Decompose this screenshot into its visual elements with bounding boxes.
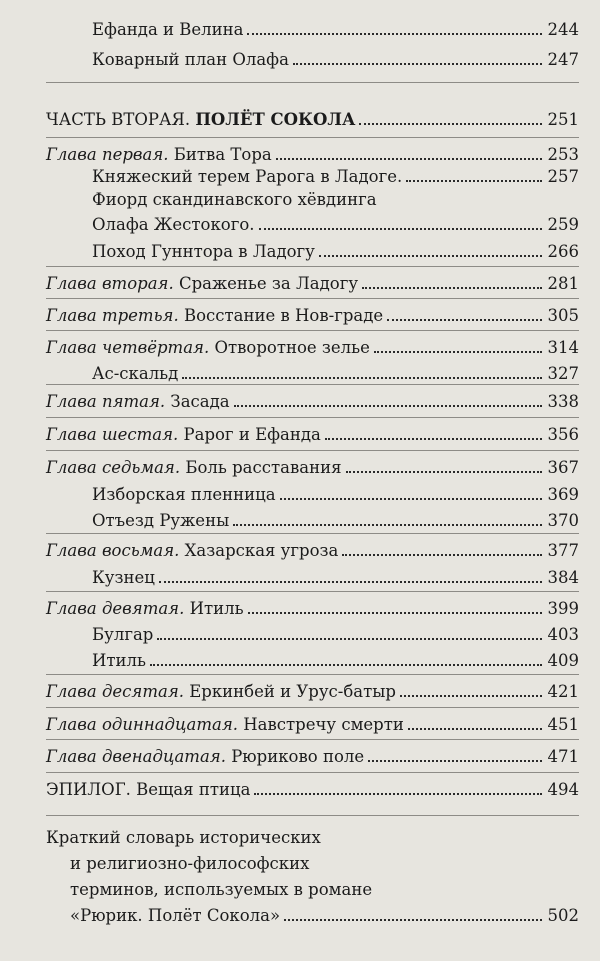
leader-dots [293,63,542,65]
subsection-entry[interactable] [92,161,579,187]
entry-title: Ефанда и Велина [92,20,244,39]
chapter-title: Битва Тора [173,145,272,164]
subsection-entry[interactable] [92,358,579,384]
leader-dots [280,498,542,500]
leader-dots [234,405,542,407]
page-number: 251 [547,110,579,129]
leader-dots [408,728,542,730]
chapter-label: Глава девятая. [46,599,185,618]
toc-entry[interactable] [92,44,579,70]
page-number: 367 [547,458,579,477]
leader-dots [325,438,542,440]
divider [46,417,579,418]
page-number: 257 [547,167,579,186]
leader-dots [400,695,542,697]
part-name: ПОЛЁТ СОКОЛА [195,110,356,129]
chapter-entry[interactable] [46,386,579,412]
subsection-entry[interactable] [92,209,579,235]
leader-dots [182,377,541,379]
page-number: 377 [547,541,579,560]
page-number: 244 [547,20,579,39]
leader-dots [247,33,541,35]
chapter-label: Глава восьмая. [46,541,180,560]
chapter-label: Глава десятая. [46,682,184,701]
page-number: 314 [547,338,579,357]
divider [46,707,579,708]
subsection-entry[interactable] [92,562,579,588]
chapter-label: Глава седьмая. [46,458,181,477]
epilogue-title: ЭПИЛОГ. Вещая птица [46,780,251,799]
chapter-entry[interactable] [46,268,579,294]
leader-dots [150,664,542,666]
divider [46,450,579,451]
subsection-title: Изборская пленница [92,485,276,504]
page-number: 399 [547,599,579,618]
leader-dots [406,180,541,182]
glossary-entry[interactable] [70,900,579,926]
divider [46,674,579,675]
chapter-title: Восстание в Нов-граде [183,306,384,325]
leader-dots [284,919,541,921]
page-number: 403 [547,625,579,644]
leader-dots [368,760,541,762]
divider [46,298,579,299]
page-number: 421 [547,682,579,701]
subsection-title-line1: Фиорд скандинавского хёвдинга [92,190,377,209]
subsection-title: Отъезд Ружены [92,511,230,530]
subsection-entry[interactable] [92,645,579,671]
glossary-line3: терминов, используемых в романе [70,880,373,899]
subsection-title: Итиль [92,651,146,670]
chapter-entry[interactable] [46,419,579,445]
subsection-title-line2: Олафа Жестокого. [92,215,255,234]
chapter-label: Глава пятая. [46,392,166,411]
glossary-line2: и религиозно-философских [70,854,310,873]
chapter-title: Итиль [189,599,244,618]
page-number: 259 [547,215,579,234]
toc-entry[interactable] [92,14,579,40]
leader-dots [342,554,541,556]
chapter-title: Рюриково поле [231,747,365,766]
subsection-entry[interactable] [92,236,579,262]
divider [46,266,579,267]
page-number: 494 [547,780,579,799]
chapter-title: Навстречу смерти [243,715,404,734]
divider [46,533,579,534]
leader-dots [319,255,542,257]
page-number: 327 [547,364,579,383]
glossary-line1: Краткий словарь исторических [46,828,321,847]
chapter-title: Рарог и Ефанда [183,425,321,444]
chapter-entry[interactable] [46,676,579,702]
chapter-entry[interactable] [46,332,579,358]
subsection-title: Княжеский терем Рарога в Ладоге. [92,167,403,186]
page-number: 451 [547,715,579,734]
page-number: 409 [547,651,579,670]
part-heading[interactable] [46,104,579,130]
page-number: 384 [547,568,579,587]
page-number: 253 [547,145,579,164]
chapter-title: Сраженье за Ладогу [178,274,359,293]
epilogue-entry[interactable] [46,774,579,800]
chapter-label: Глава вторая. [46,274,174,293]
leader-dots [346,471,542,473]
subsection-entry[interactable] [92,619,579,645]
chapter-label: Глава одиннадцатая. [46,715,239,734]
page-number: 281 [547,274,579,293]
divider [46,330,579,331]
chapter-title: Хазарская угроза [184,541,339,560]
page-number: 266 [547,242,579,261]
chapter-entry[interactable] [46,535,579,561]
leader-dots [254,793,541,795]
page-number: 471 [547,747,579,766]
entry-title: Коварный план Олафа [92,50,289,69]
leader-dots [374,351,542,353]
glossary-line4: «Рюрик. Полёт Сокола» [70,906,281,925]
chapter-label: Глава третья. [46,306,179,325]
chapter-label: Глава первая. [46,145,169,164]
chapter-label: Глава четвёртая. [46,338,210,357]
page-number: 305 [547,306,579,325]
chapter-label: Глава шестая. [46,425,179,444]
divider [46,82,579,83]
divider [46,739,579,740]
chapter-entry[interactable] [46,709,579,735]
chapter-entry[interactable] [46,452,579,478]
chapter-title: Отворотное зелье [214,338,370,357]
leader-dots [259,228,542,230]
leader-dots [233,524,541,526]
chapter-entry[interactable] [46,593,579,619]
divider [46,137,579,138]
page-number: 338 [547,392,579,411]
part-prefix: ЧАСТЬ ВТОРАЯ. [46,110,191,129]
page-number: 370 [547,511,579,530]
chapter-title: Еркинбей и Урус-батыр [189,682,396,701]
chapter-label: Глава двенадцатая. [46,747,226,766]
divider [46,591,579,592]
chapter-entry[interactable] [46,741,579,767]
leader-dots [359,123,541,125]
leader-dots [159,581,542,583]
chapter-title: Засада [170,392,230,411]
chapter-title: Боль расставания [185,458,342,477]
leader-dots [276,158,542,160]
leader-dots [157,638,541,640]
subsection-entry[interactable] [92,505,579,531]
subsection-title: Ас-скальд [92,364,179,383]
subsection-title: Кузнец [92,568,155,587]
leader-dots [248,612,542,614]
divider [46,772,579,773]
leader-dots [387,319,541,321]
page-number: 369 [547,485,579,504]
subsection-title: Булгар [92,625,154,644]
subsection-entry[interactable] [92,479,579,505]
page-number: 247 [547,50,579,69]
divider [46,384,579,385]
leader-dots [362,287,541,289]
page-number: 356 [547,425,579,444]
page-number: 502 [547,906,579,925]
divider [46,815,579,816]
chapter-entry[interactable] [46,300,579,326]
subsection-title: Поход Гуннтора в Ладогу [92,242,315,261]
